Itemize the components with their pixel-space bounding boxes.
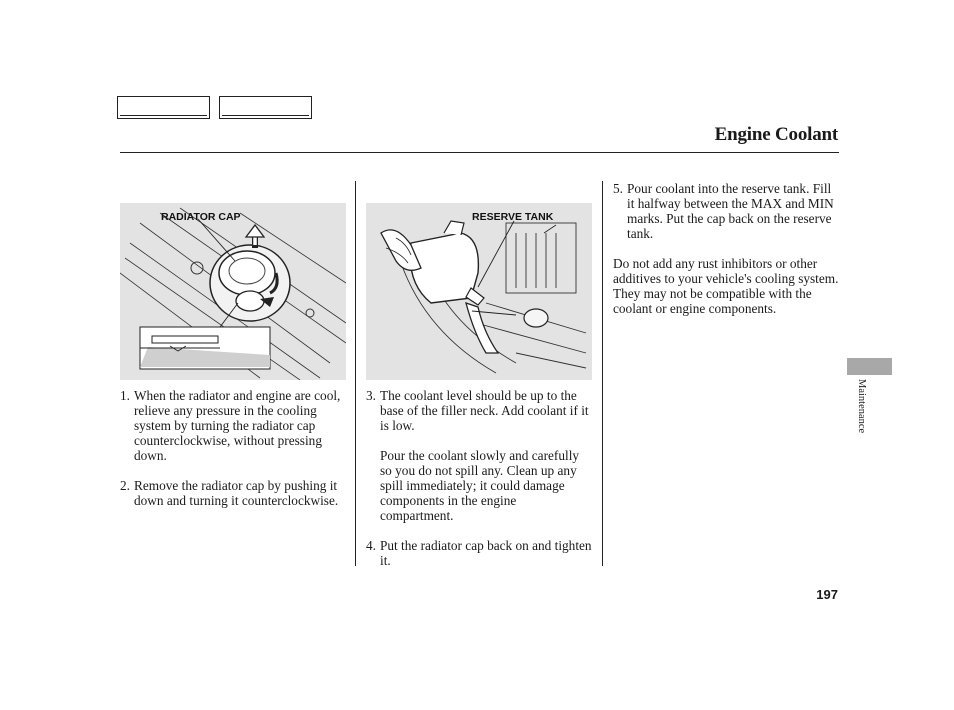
step-text: The coolant level should be up to the base of the filler neck. Add coolant if it is low.	[380, 388, 589, 433]
column-3-text	[613, 181, 839, 316]
title-divider	[120, 152, 839, 153]
step-text: Pour coolant into the reserve tank. Fill it halfway between the MAX and MIN marks. Put the cap back on the reserve tank.	[627, 181, 834, 241]
section-tab[interactable]	[847, 358, 892, 375]
step-1	[120, 388, 346, 463]
step-number: 2.	[120, 478, 130, 493]
step-text: Remove the radiator cap by pushing it down and turning it counterclockwise.	[134, 478, 339, 508]
reserve-tank-label: RESERVE TANK	[472, 211, 554, 223]
step-2	[120, 478, 346, 508]
column-divider	[355, 181, 356, 566]
step-number: 3.	[366, 388, 376, 403]
column-1-text	[120, 388, 346, 508]
step-number: 1.	[120, 388, 130, 403]
page-number: 197	[816, 587, 838, 602]
step-text: When the radiator and engine are cool, relieve any pressure in the cooling system by turning the radiator cap counterclockwise, without pressing down.	[134, 388, 341, 463]
column-2-text	[366, 388, 592, 568]
column-divider	[602, 181, 603, 566]
step-3	[366, 388, 592, 433]
step-note-text: Pour the coolant slowly and carefully so you do not spill any. Clean up any spill immediately; it could damage components in the engine compartment.	[380, 448, 580, 523]
radiator-cap-label: RADIATOR CAP	[161, 211, 241, 223]
radiator-cap-illustration	[120, 203, 346, 380]
page-title: Engine Coolant	[714, 124, 838, 145]
reserve-tank-illustration	[366, 203, 592, 380]
step-number: 4.	[366, 538, 376, 553]
section-label: Maintenance	[856, 379, 867, 434]
additive-warning: Do not add any rust inhibitors or other additives to your vehicle's cooling system. They may not be compatible with the coolant or engine components.	[613, 256, 839, 316]
step-number: 5.	[613, 181, 623, 196]
step-3-note	[366, 448, 592, 523]
step-5	[613, 181, 839, 241]
step-4	[366, 538, 592, 568]
step-text: Put the radiator cap back on and tighten it.	[380, 538, 592, 568]
previous-page-button[interactable]	[117, 96, 210, 119]
next-page-button[interactable]	[219, 96, 312, 119]
